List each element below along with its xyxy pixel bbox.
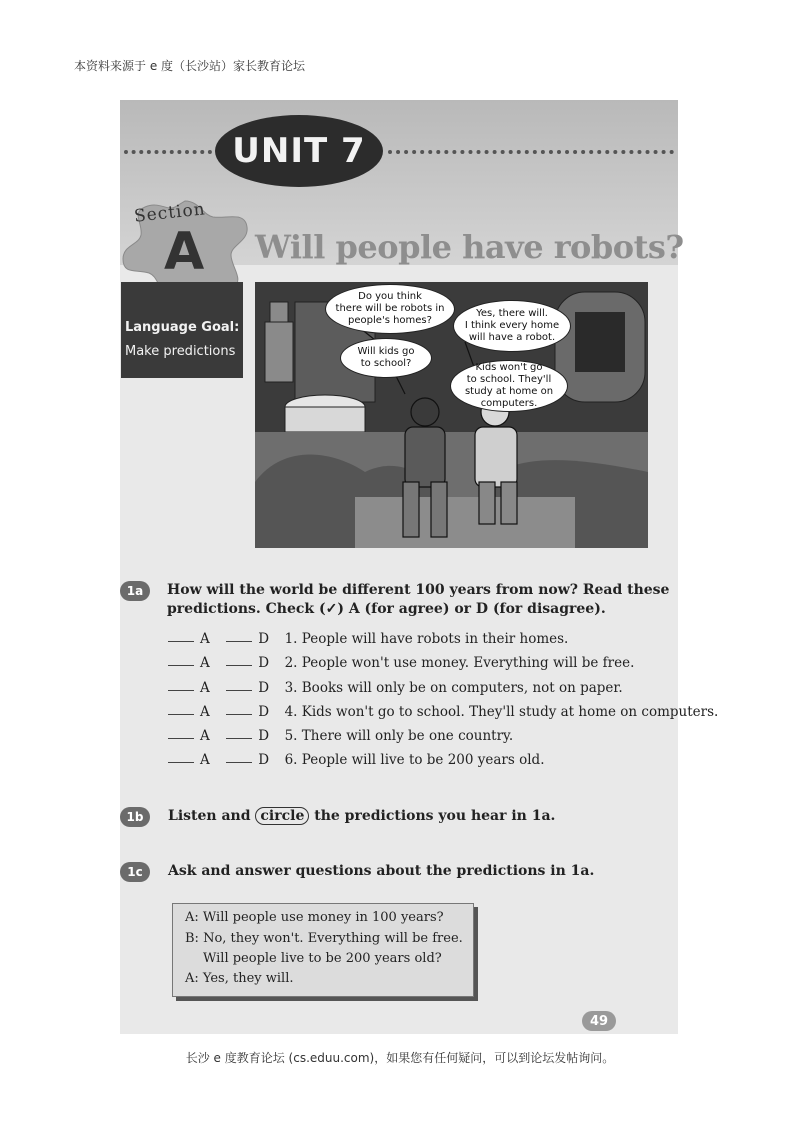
exercise-1b-badge: 1b xyxy=(120,807,150,827)
exercise-1b-text-after: the predictions you hear in 1a. xyxy=(314,808,556,824)
disagree-label: D xyxy=(258,728,270,744)
prediction-row xyxy=(168,631,668,651)
prediction-text: 3. Books will only be on computers, not on paper. xyxy=(284,680,623,696)
dialog-line: A: Will people use money in 100 years? xyxy=(185,910,444,925)
prediction-text: 1. People will have robots in their homes. xyxy=(284,631,569,647)
exercise-1a-instruction-line1: How will the world be different 100 years from now? Read these xyxy=(167,582,670,598)
prediction-row xyxy=(168,655,668,675)
disagree-label: D xyxy=(258,655,270,671)
disagree-checkbox[interactable] xyxy=(226,680,252,691)
speech-bubble-1: Do you think there will be robots in people's homes? xyxy=(325,284,455,334)
unit-heading: UNIT 7 xyxy=(215,115,383,187)
prediction-text: 5. There will only be one country. xyxy=(284,728,514,744)
prediction-row xyxy=(168,728,668,748)
classroom-illustration xyxy=(255,282,648,548)
speech-bubble-4: Kids won't go to school. They'll study at home on computers. xyxy=(450,360,568,412)
agree-checkbox[interactable] xyxy=(168,631,194,642)
agree-label: A xyxy=(200,631,210,647)
agree-label: A xyxy=(200,728,210,744)
exercise-1c-instruction: Ask and answer questions about the predictions in 1a. xyxy=(168,863,595,879)
dialog-line: A: Yes, they will. xyxy=(185,971,294,986)
disagree-label: D xyxy=(258,704,270,720)
language-goal-title: Language Goal: xyxy=(125,320,240,335)
agree-checkbox[interactable] xyxy=(168,655,194,666)
disagree-checkbox[interactable] xyxy=(226,752,252,763)
footer-note: 长沙 e 度教育论坛 (cs.eduu.com)，如果您有任何疑问，可以到论坛发帖询问。 xyxy=(185,1051,615,1065)
disagree-label: D xyxy=(258,752,270,768)
disagree-label: D xyxy=(258,631,270,647)
prediction-row xyxy=(168,704,719,724)
disagree-checkbox[interactable] xyxy=(226,728,252,739)
dotted-rule-right xyxy=(388,150,674,154)
section-label: Section xyxy=(133,199,207,227)
disagree-checkbox[interactable] xyxy=(226,631,252,642)
agree-checkbox[interactable] xyxy=(168,728,194,739)
agree-checkbox[interactable] xyxy=(168,680,194,691)
agree-label: A xyxy=(200,704,210,720)
header-note: 本资料来源于 e 度（长沙站）家长教育论坛 xyxy=(74,59,306,73)
page-number: 49 xyxy=(582,1011,616,1031)
section-letter: A xyxy=(164,222,205,282)
sample-dialog-box xyxy=(172,903,474,997)
agree-label: A xyxy=(200,752,210,768)
prediction-text: 2. People won't use money. Everything will be free. xyxy=(284,655,635,671)
agree-label: A xyxy=(200,680,210,696)
dialog-line: Will people live to be 200 years old? xyxy=(203,951,442,966)
agree-label: A xyxy=(200,655,210,671)
language-goal-text: Make predictions xyxy=(125,344,236,359)
agree-checkbox[interactable] xyxy=(168,704,194,715)
exercise-1a-badge: 1a xyxy=(120,581,150,601)
dotted-rule-left xyxy=(124,150,212,154)
prediction-row xyxy=(168,680,668,700)
exercise-1b-text-before: Listen and xyxy=(168,808,251,824)
prediction-text: 4. Kids won't go to school. They'll study at home on computers. xyxy=(284,704,719,720)
speech-bubble-3: Will kids go to school? xyxy=(340,338,432,378)
disagree-label: D xyxy=(258,680,270,696)
speech-bubble-2: Yes, there will. I think every home will have a robot. xyxy=(453,300,571,352)
agree-checkbox[interactable] xyxy=(168,752,194,763)
dialog-line: B: No, they won't. Everything will be free. xyxy=(185,931,463,946)
disagree-checkbox[interactable] xyxy=(226,704,252,715)
exercise-1a-instruction-line2: predictions. Check (✓) A (for agree) or D (for disagree). xyxy=(167,601,606,617)
circled-word: circle xyxy=(255,807,309,825)
exercise-1b-instruction xyxy=(168,807,555,826)
lesson-title: Will people have robots? xyxy=(255,228,684,266)
prediction-row xyxy=(168,752,668,772)
exercise-1c-badge: 1c xyxy=(120,862,150,882)
language-goal-box xyxy=(121,282,243,378)
disagree-checkbox[interactable] xyxy=(226,655,252,666)
prediction-text: 6. People will live to be 200 years old. xyxy=(284,752,545,768)
